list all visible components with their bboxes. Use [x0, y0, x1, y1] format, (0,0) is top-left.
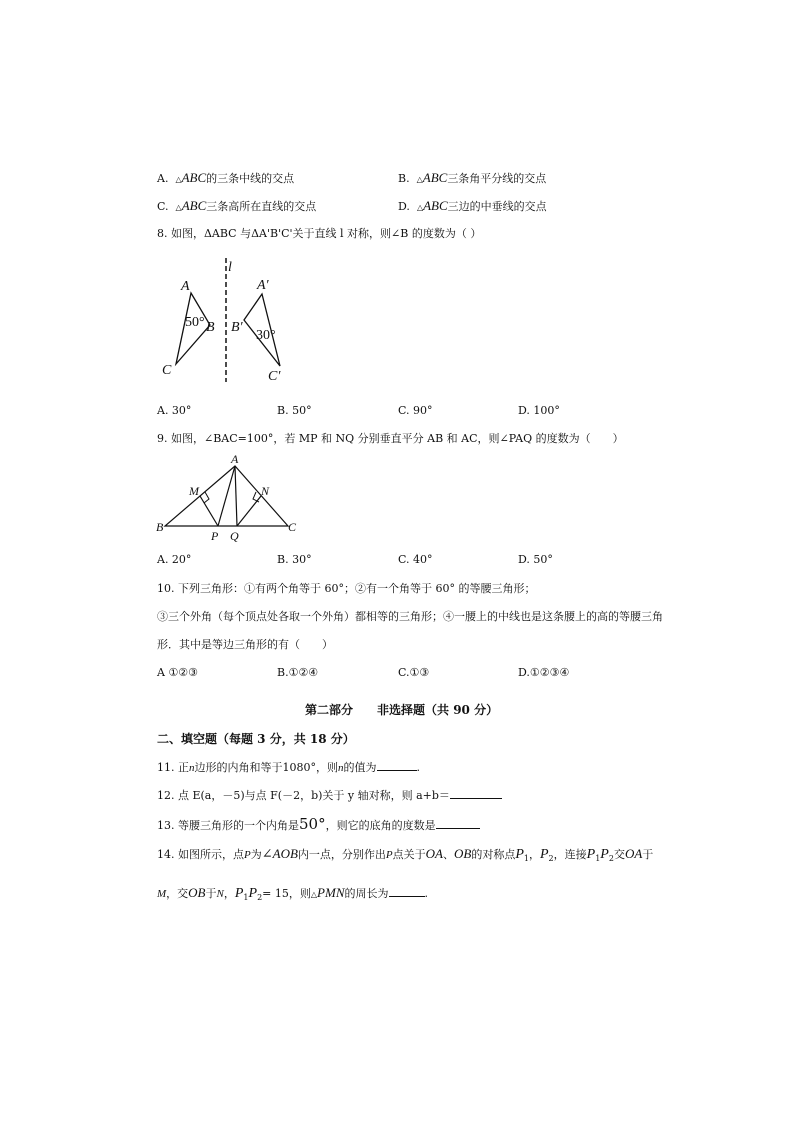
- label-b-prime: B′: [231, 320, 243, 335]
- q11-var-n: n: [338, 762, 344, 774]
- q11-var-n: n: [189, 762, 195, 774]
- q14-point-p1: P: [515, 847, 524, 862]
- q10-line3: 形．其中是等边三角形的有（ ）: [157, 638, 333, 651]
- label-a: A: [231, 452, 239, 466]
- q9-stem: 9. 如图，∠BAC=100°，若 MP 和 NQ 分别垂直平分 AB 和 AC，则∠PAQ 的度数为（ ）: [157, 432, 624, 445]
- q14-subscript: 1: [595, 854, 601, 864]
- q8-option-b: B. 50°: [277, 404, 312, 417]
- q7-option-a: [157, 170, 294, 186]
- segment-ap: [218, 466, 235, 526]
- q14-subscript: 1: [523, 854, 529, 864]
- q8-stem: 8. 如图，ΔABC 与ΔA'B'C'关于直线 l 对称，则∠B 的度数为（ ）: [157, 227, 482, 240]
- label-a: A: [181, 279, 190, 294]
- q9-option-b: B. 30°: [277, 553, 312, 566]
- label-m: M: [189, 484, 199, 498]
- q14-ray-oa: OA: [624, 846, 643, 861]
- option-text: 三边的中垂线的交点: [447, 200, 547, 213]
- q7-option-d: [398, 198, 547, 214]
- option-letter: B.: [398, 172, 410, 185]
- q13-value: 50°: [299, 815, 326, 833]
- q8-option-d: D. 100°: [518, 404, 560, 417]
- label-c: C: [162, 363, 172, 378]
- q10-line2: ③三个外角（每个顶点处各取一个外角）都相等的三角形；④一腰上的中线也是这条腰上的高的等腰三角: [157, 610, 663, 623]
- label-c: C: [288, 520, 297, 534]
- q9-option-c: C. 40°: [398, 553, 433, 566]
- q14-point-p: P: [244, 849, 251, 861]
- q14-p1p2: P: [234, 886, 244, 901]
- triangle-symbol: △: [416, 175, 423, 184]
- q12-text: 12. 点 E(a，－5)与点 F(－2，b)关于 y 轴对称，则 a+b＝: [157, 789, 450, 802]
- q14-line2: [157, 885, 428, 903]
- q11: [157, 760, 420, 775]
- q9-option-d: D. 50°: [518, 553, 553, 566]
- q8-option-a: A. 30°: [157, 404, 192, 417]
- q14-p1p2: P: [600, 847, 609, 862]
- label-b: B: [206, 320, 215, 335]
- q14-ray-ob: OB: [453, 846, 472, 861]
- q12: [157, 788, 502, 802]
- q14-ray-oa: OA: [425, 846, 443, 861]
- q14-text: 为: [250, 848, 262, 861]
- q14-text: 于: [205, 887, 217, 900]
- q14-p1p2: P: [248, 886, 258, 901]
- q14-point-n: N: [216, 888, 224, 900]
- answer-blank: [436, 818, 480, 829]
- option-letter: C.: [157, 200, 169, 213]
- label-b: B: [156, 520, 164, 534]
- segment-nq: [237, 496, 261, 526]
- q14-p1p2: P: [586, 847, 596, 862]
- q14-angle-aob: ∠AOB: [261, 846, 298, 861]
- part2-subtitle: 非选择题（共 90 分）: [377, 703, 499, 717]
- q13-text: ，则它的底角的度数是: [325, 819, 436, 832]
- q11-text: 的值为: [343, 761, 377, 774]
- q14-text: ，交: [166, 887, 189, 900]
- q14-text: ，连接: [553, 848, 587, 861]
- part2-heading: [305, 703, 498, 717]
- label-a-prime: A′: [257, 278, 269, 293]
- triangle-abc: [176, 293, 210, 364]
- q14-triangle-pmn: PMN: [317, 885, 345, 900]
- triangle-name: ABC: [181, 170, 207, 185]
- triangle-symbol: △: [416, 203, 424, 212]
- triangle-abc-prime: [244, 294, 280, 366]
- triangle-symbol: △: [310, 890, 318, 899]
- q11-text: 11. 正: [157, 761, 189, 774]
- right-angle-m: [204, 492, 209, 503]
- answer-blank: [450, 788, 502, 799]
- q14-text: 交: [613, 848, 625, 861]
- q14-text: 内一点，分别作出: [297, 848, 386, 861]
- section2-heading: 二、填空题（每题 3 分，共 18 分）: [157, 732, 355, 746]
- q14-text: 的周长为: [344, 887, 389, 900]
- q14-text: ，: [223, 887, 235, 900]
- label-p: P: [211, 529, 219, 543]
- triangle-name: ABC: [181, 198, 207, 213]
- option-text: 的三条中线的交点: [206, 172, 295, 185]
- q14-point-p2: P: [539, 847, 549, 862]
- q10-option-a: A ①②③: [157, 666, 199, 679]
- triangle-name: ABC: [423, 198, 448, 213]
- answer-blank: [377, 760, 417, 771]
- q14-text: 14. 如图所示，点: [157, 848, 244, 861]
- right-angle-n: [253, 492, 259, 502]
- q13-text: 13. 等腰三角形的一个内角是: [157, 819, 299, 832]
- q14-subscript: 2: [608, 854, 614, 864]
- option-text: 三条高所在直线的交点: [206, 200, 317, 213]
- option-text: 三条角平分线的交点: [447, 172, 547, 185]
- segment-mp: [200, 496, 218, 526]
- q14-text: 于: [642, 848, 654, 861]
- part2-title: 第二部分: [305, 703, 354, 717]
- label-angle-50: 50°: [185, 315, 205, 330]
- triangle-name: ABC: [422, 170, 448, 185]
- q11-text: .: [416, 761, 420, 774]
- q11-text: 边形的内角和等于1080°，则: [194, 761, 338, 774]
- q9-option-a: A. 20°: [157, 553, 192, 566]
- q14-text: = 15，则: [262, 887, 311, 900]
- label-n: N: [261, 484, 270, 498]
- q14-point-m: M: [157, 888, 167, 900]
- q14-text: 点关于: [392, 848, 426, 861]
- label-q: Q: [230, 529, 239, 543]
- q14-point-p: P: [385, 849, 393, 861]
- q8-option-c: C. 90°: [398, 404, 433, 417]
- option-letter: A.: [157, 172, 169, 185]
- triangle-symbol: △: [175, 203, 182, 212]
- q14-subscript: 2: [548, 854, 554, 864]
- q7-option-c: [157, 198, 316, 214]
- q14-line1: [157, 846, 653, 864]
- q10-option-d: D.①②③④: [518, 666, 570, 679]
- q10-option-b: B.①②④: [277, 666, 319, 679]
- label-l: l: [228, 260, 232, 275]
- q14-text: 的对称点: [471, 848, 516, 861]
- answer-blank: [389, 886, 425, 897]
- segment-aq: [235, 466, 237, 526]
- q14-subscript: 1: [243, 893, 249, 903]
- q10-line1: 10. 下列三角形：①有两个角等于 60°；②有一个角等于 60° 的等腰三角形；: [157, 582, 536, 595]
- label-c-prime: C′: [268, 369, 281, 384]
- q14-ray-ob: OB: [188, 885, 206, 900]
- q14-text: ，: [528, 848, 540, 861]
- triangle-abc: [165, 466, 288, 526]
- q7-option-b: [398, 170, 546, 186]
- q13: [157, 815, 480, 833]
- q14-text: .: [424, 887, 428, 900]
- label-angle-30: 30°: [256, 328, 276, 343]
- q10-option-c: C.①③: [398, 666, 430, 679]
- option-letter: D.: [398, 200, 410, 213]
- q14-subscript: 2: [257, 893, 263, 903]
- q14-text: 、: [442, 848, 454, 861]
- triangle-symbol: △: [175, 175, 182, 184]
